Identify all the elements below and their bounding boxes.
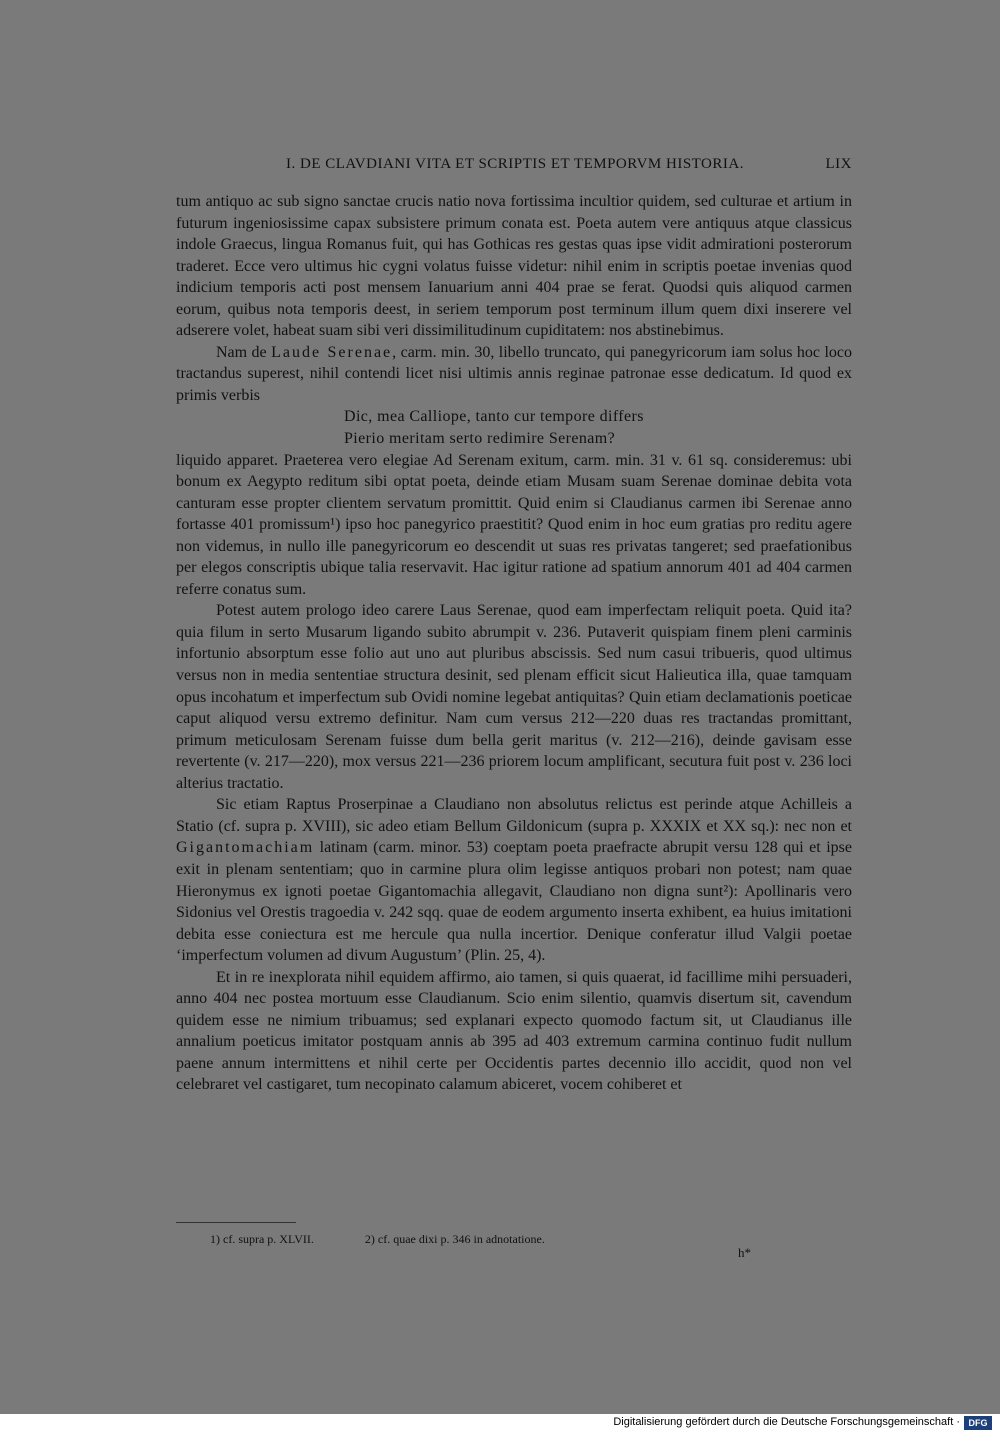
paragraph-5 [176, 794, 852, 966]
paragraph-2 [176, 342, 852, 407]
paragraph-2-rest: , carm. min. 30, libello truncato, qui panegyricorum iam solus hoc loco tractandus superest, nihil contendi licet nisi ultimis annis reginae patronae esse dedicatum. Id quod ex primis verbis [176, 343, 853, 404]
running-header [176, 156, 852, 180]
footnote-2: 2) cf. quae dixi p. 346 in adnotatione. [364, 1232, 545, 1246]
paragraph-5-start: Sic etiam Raptus Proserpinae a Claudiano non absolutus relictus est perinde atque Achilleis a Statio (cf. supra p. XVIII), sic adeo etiam Bellum Gildonicum (supra p. XXXIX et XX sq.): nec non et [176, 796, 852, 835]
signature-mark: h* [738, 1245, 751, 1260]
dfg-logo[interactable]: DFG [964, 1416, 992, 1430]
footer-bar [0, 1414, 1000, 1434]
footnotes [210, 1232, 770, 1247]
paragraph-3: liquido apparet. Praeterea vero elegiae Ad Serenam exitum, carm. min. 31 v. 61 sq. consideremus: ubi bonum ex Aegypto reditum sibi optat poeta, deinde etiam Musam suam Serenae dominae debita vota canturam esse propter clientem servatum promittit. Quid enim si Claudianus carmen ibi Serenae anno fortasse 401 promissum¹) ipso hoc panegyrico praestitit? Quod enim in hoc eum gratias pro reditu agere non videmus, in nullo ille panegyricorum eo descendit ut suas res privatas tangeret; sed praefationibus per elegos conscriptis ubique talia reservavit. Hac igitur ratione ad spatium annorum 401 ad 404 carmen referre conatus sum. [176, 451, 852, 598]
paragraph-5-rest: latinam (carm. minor. 53) coeptam poeta praefracte abrupit versu 128 qui et ipse exit in plenam sententiam; quo in carmine plura olim legisse antiquos probari non potest; nam quae Hieronymus ex ignoti poetae Gigantomachia allegavit, Claudiano non digna sunt²): Apollinaris vero Sidonius vel Orestis tragoedia v. 242 sqq. quae de eodem argumento inserta exhibent, ea huius imitationi debita esse coniectura est me hercule qua nulla incertior. Denique conferatur illud Valgii poetae ‘imperfectum volumen ad divum Augustum’ (Plin. 25, 4). [176, 839, 852, 965]
footnote-rule [176, 1222, 296, 1223]
funding-credit: Digitalisierung gefördert durch die Deutsche Forschungsgemeinschaft · [613, 1416, 960, 1428]
spaced-title-gigantomachia: Gigantomachiam [176, 839, 315, 857]
paragraph-1: tum antiquo ac sub signo sanctae crucis natio nova fortissima incultior quidem, sed culturae et artium in futurum ingeniosissime capax subsistere primum conata est. Poeta autem vere antiquus atque classicus indole Graecus, lingua Romanus fuit, qui has Gothicas res gestas quas ipse vidit admirationi posterorum traderet. Ecce vero ultimus hic cygni volatus fuisse videtur: nihil enim in scriptis poetae invenias quod indicium temporis acti post mensem Ianuarium anni 404 prae se ferat. Quodsi quis aliquod carmen eorum, quibus nota temporis deest, in seriem temporum post terminum illum quem dixi inserere vel adserere volet, habeat suam sibi veri dissimilitudinum cupiditatem: nos abstinebimus. [176, 193, 852, 340]
page-number: LIX [825, 156, 852, 172]
paragraph-2-start: Nam de [216, 343, 272, 361]
footnote-1: 1) cf. supra p. XLVII. [210, 1232, 314, 1246]
spaced-title-laus-serenae: Laude Serenae [271, 343, 393, 361]
verse-line-2: Pierio meritam serto redimire Serenam? [344, 430, 616, 448]
main-text [176, 191, 852, 1096]
paragraph-4: Potest autem prologo ideo carere Laus Serenae, quod eam imperfectam reliquit poeta. Quid ita? quia filum in serto Musarum ligando subito abrumpit v. 236. Putaverit quispiam finem pleni carminis infortunio absorptum esse folio aut uno aut pluribus abscissis. Sed num casui tribueris, quod ultimus versus non in media sententiae structura desinit, sed plenam efficit sicut Halieutica illa, quae tamquam opus incohatum et imperfectum sub Ovidi nomine legebat antiquitas? Quin etiam declamationis poeticae caput aliquod versu extremo definitur. Nam cum versus 212—220 duas res tractandas promittant, primum meticulosam Serenam fuisse dum bella gerit maritus (v. 212—216), deinde gavisam esse revertente (v. 217—220), mox versus 221—236 priorem locum amplificant, secutura fuit post v. 236 loci alterius tractatio. [176, 602, 852, 792]
running-title: I. DE CLAVDIANI VITA ET SCRIPTIS ET TEMPORVM HISTORIA. [286, 156, 744, 172]
paragraph-6: Et in re inexplorata nihil equidem affirmo, aio tamen, si quis quaerat, id facillime mihi persuaderi, anno 404 nec postea mortuum esse Claudianum. Scio enim silentio, quamvis disertum sit, cavendum quidem esse ne nimium tribuamus; sed explanari expecto quomodo factum sit, ut Claudianus ille annalium poeticus imitator postquam annis ab 395 ad 403 extremum carmina continuo fudit nullum paene annum intermittens et nihil certe per Occidentis partes decennio illo accidit, quod non vel celebraret vel castigaret, tum necopinato calamum abiceret, vocem cohiberet et [176, 968, 852, 1094]
verse-line-1: Dic, mea Calliope, tanto cur tempore differs [344, 408, 644, 426]
